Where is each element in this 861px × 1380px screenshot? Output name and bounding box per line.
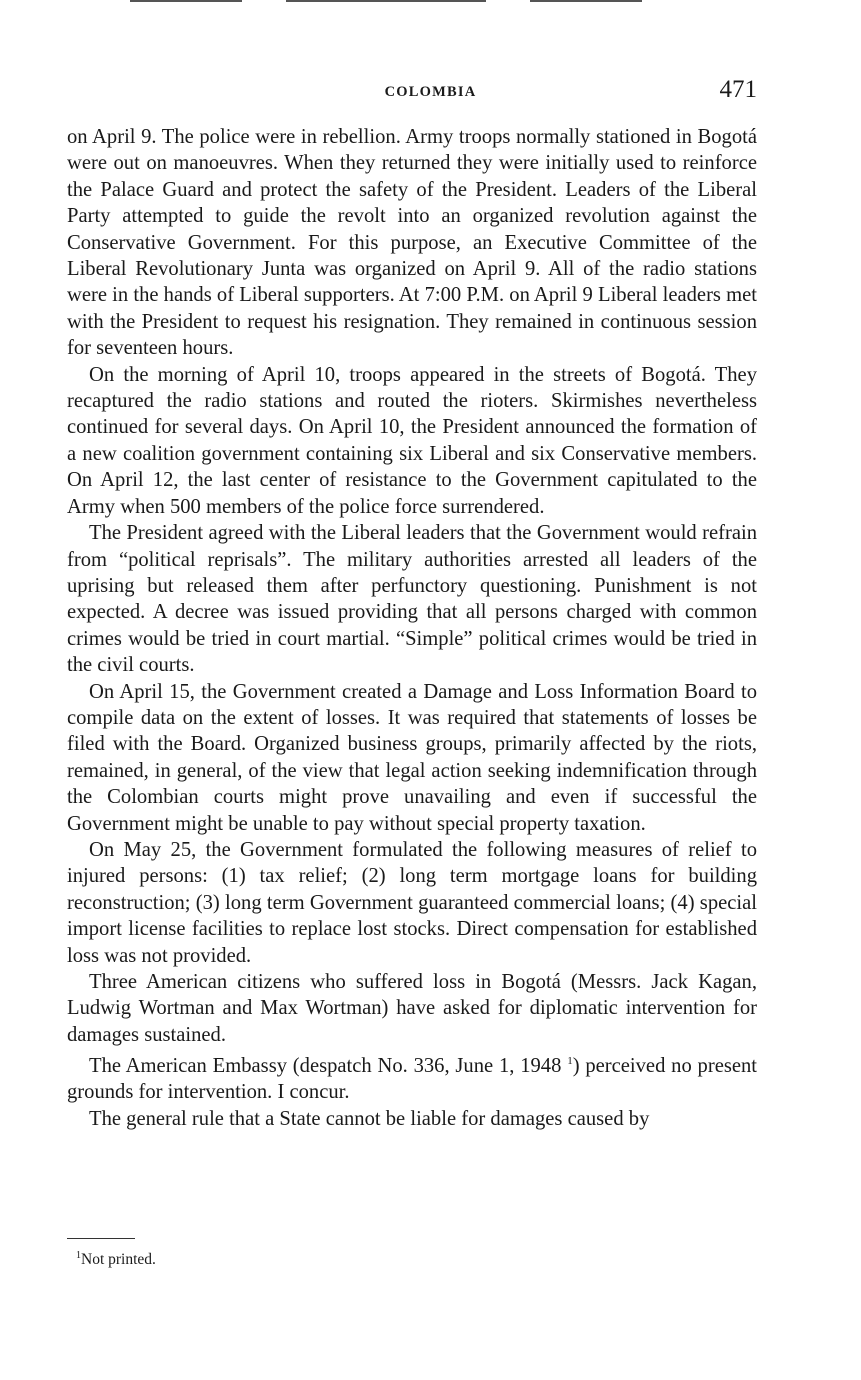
paragraph-3: The President agreed with the Liberal leaders that the Government would refrain from “political reprisals”. The military authorities arrested all leaders of the uprising but released them after perfunctory questioning. Punishment is not expected. A decree was issued providing that all persons charged with common crimes would be tried in court martial. “Simple” political crimes would be tried in the civil courts. [67, 522, 757, 677]
footnote-rule [67, 1238, 135, 1239]
paragraph-4: On April 15, the Government created a Damage and Loss Information Board to compile data on the extent of losses. It was required that statements of losses be filed with the Board. Organized business groups, primarily affected by the riots, remained, in general, of the view that legal action seeking indemnification through the Colombian courts might prove unavailing and even if successful the Government might be unable to pay without special property taxation. [67, 680, 757, 835]
footnote [76, 1250, 156, 1269]
paragraph-2: On the morning of April 10, troops appeared in the streets of Bogotá. They recaptured the radio stations and routed the rioters. Skirmishes nevertheless continued for several days. On April 10, the President announced the formation of a new coalition government containing six Liberal and six Conservative members. On April 12, the last center of resistance to the Government capitulated to the Army when 500 members of the police force surrendered. [67, 363, 757, 518]
footnote-marker: 1 [76, 1250, 81, 1261]
paragraph-8: The general rule that a State cannot be liable for damages caused by [89, 1107, 650, 1130]
running-head [0, 76, 861, 110]
paragraph-7 [67, 1048, 757, 1106]
paragraph-6: Three American citizens who suffered loss in Bogotá (Messrs. Jack Kagan, Ludwig Wortman and Max Wortman) have asked for diplomatic intervention for damages sustained. [67, 971, 757, 1046]
paragraph-1: on April 9. The police were in rebellion. Army troops normally stationed in Bogotá were out on manoeuvres. When they returned they were initially used to reinforce the Palace Guard and protect the safety of the President. Leaders of the Liberal Party attempted to guide the revolt into an organized revolution against the Conservative Government. For this purpose, an Executive Committee of the Liberal Revolutionary Junta was organized on April 9. All of the radio stations were in the hands of Liberal supporters. At 7:00 P.M. on April 9 Liberal leaders met with the President to request his resignation. They remained in continuous session for seventeen hours. [67, 126, 757, 360]
paragraph-7-text-b: ) perceived no present grounds for intervention. I concur. [67, 1055, 758, 1104]
top-rule-right [530, 0, 642, 2]
paragraph-5: On May 25, the Government formulated the following measures of relief to injured persons: (1) tax relief; (2) long term mortgage loans for building reconstruction; (3) long term Government guaranteed commercial loans; (4) special import license facilities to replace lost stocks. Direct compensation for established loss was not provided. [67, 838, 757, 967]
page-number: 471 [719, 76, 757, 103]
paragraph-7-text-a: The American Embassy (despatch No. 336, June 1, 1948 [89, 1055, 562, 1078]
top-rule-center [286, 0, 486, 2]
running-head-title: COLOMBIA [384, 84, 477, 100]
footnote-text: Not printed. [81, 1251, 156, 1269]
body-text [67, 124, 757, 1132]
top-rule-left [130, 0, 242, 2]
footnote-reference: 1 [567, 1055, 573, 1068]
